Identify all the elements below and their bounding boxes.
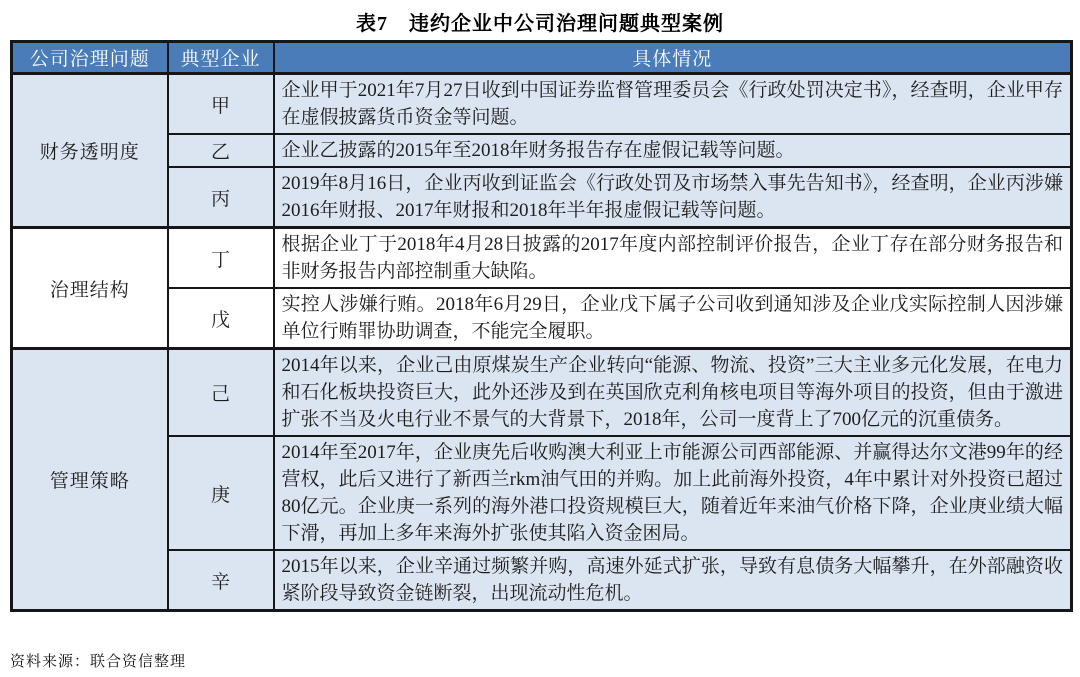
detail-cell: 2014年至2017年，企业庚先后收购澳大利亚上市能源公司西部能源、并赢得达尔文港99年的经营权，此后又进行了新西兰rkm油气田的并购。加上此前海外投资，4年中累计对外投资已超过80亿元。企业庚一系列的海外港口投资规模巨大，随着近年来油气价格下降，企业庚业绩大幅下滑，再加上多年来海外扩张使其陷入资金困局。: [274, 436, 1072, 550]
company-cell: 己: [168, 349, 274, 437]
header-issue-column: 公司治理问题: [12, 42, 168, 74]
detail-cell: 企业甲于2021年7月27日收到中国证券监督管理委员会《行政处罚决定书》，经查明，企业甲存在虚假披露货币资金等问题。: [274, 74, 1072, 135]
company-cell: 辛: [168, 550, 274, 611]
detail-cell: 实控人涉嫌行贿。2018年6月29日，企业戊下属子公司收到通知涉及企业戊实际控制人因涉嫌单位行贿罪协助调查，不能完全履职。: [274, 288, 1072, 349]
company-cell: 丁: [168, 228, 274, 289]
issue-cell: 财务透明度: [12, 74, 168, 228]
header-detail-column: 具体情况: [274, 42, 1072, 74]
table-row: [12, 134, 1072, 167]
table-row: [12, 550, 1072, 611]
company-cell: 戊: [168, 288, 274, 349]
header-row: [12, 42, 1072, 74]
detail-cell: 企业乙披露的2015年至2018年财务报告存在虚假记载等问题。: [274, 134, 1072, 167]
issue-cell: 管理策略: [12, 349, 168, 611]
table-row: [12, 349, 1072, 437]
table-row: [12, 436, 1072, 550]
header-company-column: 典型企业: [168, 42, 274, 74]
table-row: [12, 228, 1072, 289]
table-row: [12, 288, 1072, 349]
detail-cell: 2015年以来，企业辛通过频繁并购，高速外延式扩张，导致有息债务大幅攀升，在外部融资收紧阶段导致资金链断裂，出现流动性危机。: [274, 550, 1072, 611]
table-title: 表7 违约企业中公司治理问题典型案例: [356, 13, 724, 35]
table-row: [12, 74, 1072, 135]
table-header: [12, 42, 1072, 74]
governance-issues-table: [10, 40, 1073, 612]
company-cell: 庚: [168, 436, 274, 550]
issue-cell: 治理结构: [12, 228, 168, 349]
table-row: [12, 167, 1072, 228]
company-cell: 丙: [168, 167, 274, 228]
company-cell: 甲: [168, 74, 274, 135]
detail-cell: 2014年以来，企业己由原煤炭生产企业转向“能源、物流、投资”三大主业多元化发展，在电力和石化板块投资巨大，此外还涉及到在英国欣克利角核电项目等海外项目的投资，但由于激进扩张不当及火电行业不景气的大背景下，2018年，公司一度背上了700亿元的沉重债务。: [274, 349, 1072, 437]
detail-cell: 2019年8月16日，企业丙收到证监会《行政处罚及市场禁入事先告知书》，经查明，企业丙涉嫌2016年财报、2017年财报和2018年半年报虚假记载等问题。: [274, 167, 1072, 228]
detail-cell: 根据企业丁于2018年4月28日披露的2017年度内部控制评价报告，企业丁存在部分财务报告和非财务报告内部控制重大缺陷。: [274, 228, 1072, 289]
source-note: 资料来源：联合资信整理: [10, 654, 187, 670]
table-body: [12, 74, 1072, 611]
company-cell: 乙: [168, 134, 274, 167]
